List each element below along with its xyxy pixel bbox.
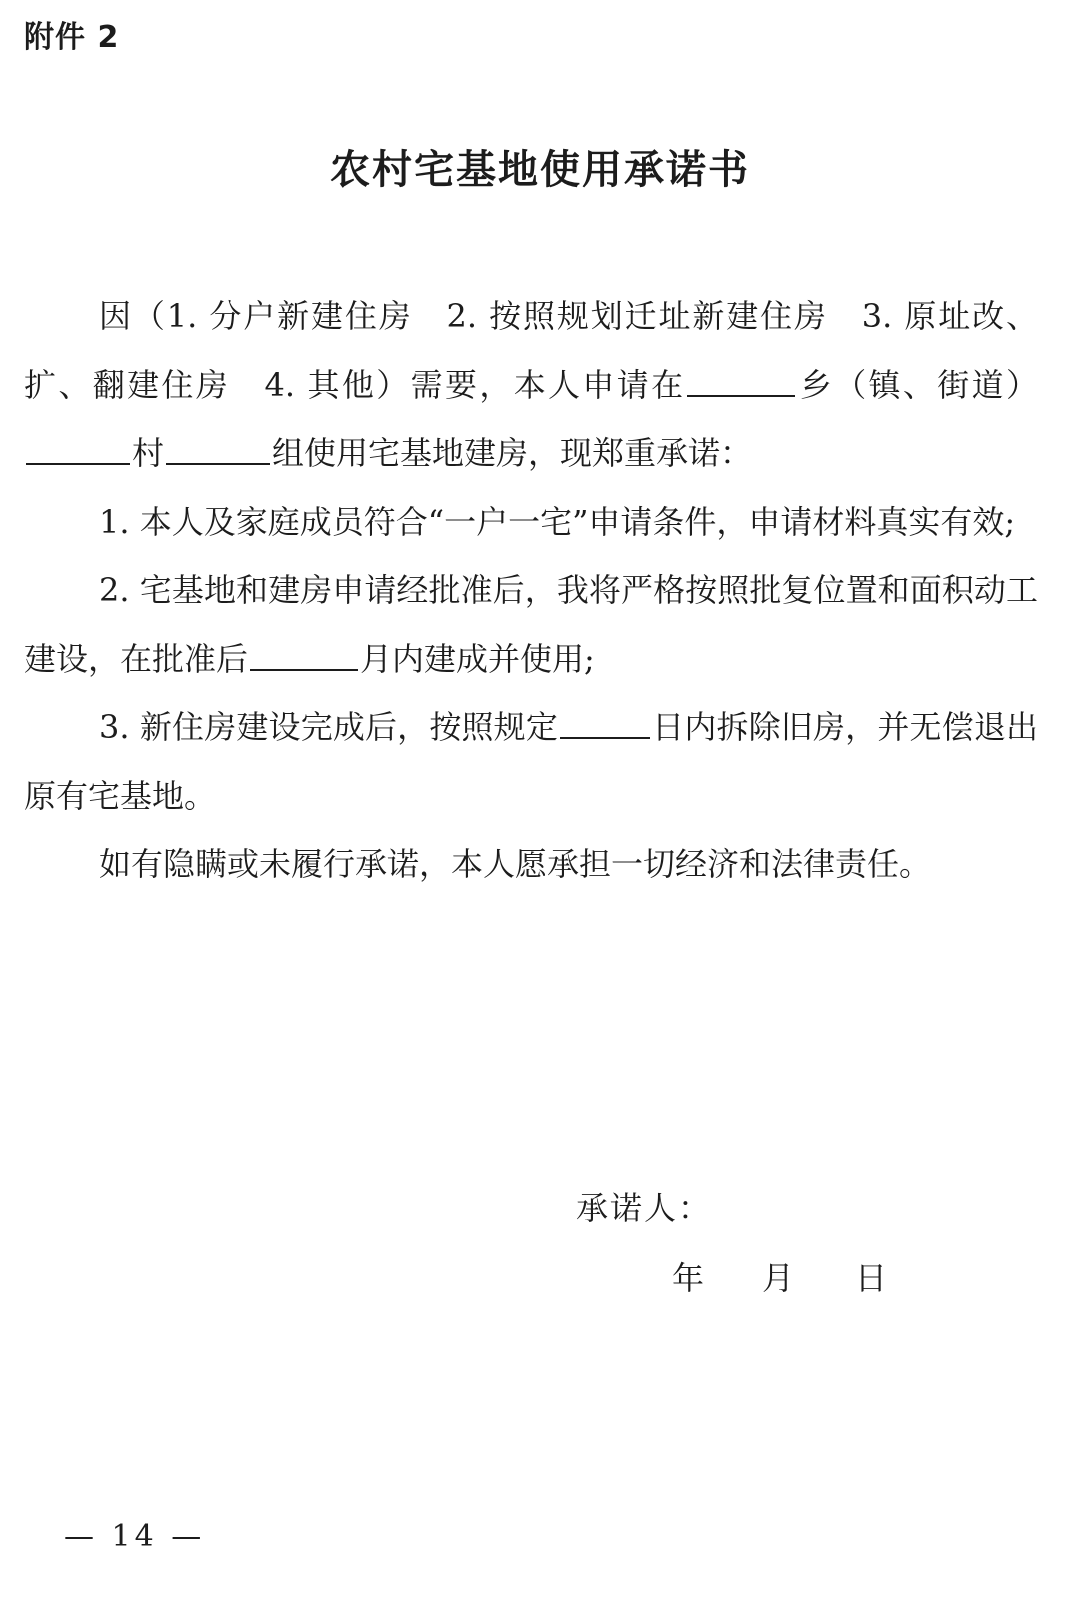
- closing-text: 如有隐瞒或未履行承诺，本人愿承担一切经济和法律责任。: [99, 845, 932, 883]
- township-blank: [687, 365, 795, 397]
- days-blank: [560, 707, 650, 739]
- document-body: [24, 282, 1038, 899]
- commitment-3-text-after: 日内拆除旧房，并无偿退出原有宅基地。: [24, 708, 1038, 815]
- closing-paragraph: [24, 830, 1038, 899]
- commitment-2: [24, 556, 1038, 693]
- commitment-2-text-before: 2. 宅基地和建房申请经批准后，我将严格按照批复位置和面积动工建设，在批准后: [24, 571, 1038, 678]
- commitment-2-text-after: 月内建成并使用;: [360, 639, 595, 678]
- attachment-label: 附件 2: [24, 20, 120, 55]
- months-blank: [250, 639, 358, 671]
- intro-text-3: 村: [132, 434, 165, 472]
- intro-text-4: 组使用宅基地建房，现郑重承诺：: [272, 434, 753, 472]
- signer-label: 承诺人：: [576, 1189, 713, 1227]
- commitment-3: [24, 693, 1038, 830]
- date-month-label: 月: [762, 1259, 795, 1297]
- commitment-1: [24, 488, 1038, 557]
- document-title: 农村宅基地使用承诺书: [330, 147, 750, 193]
- intro-paragraph: [24, 282, 1038, 488]
- page-number: — 14 —: [64, 1519, 206, 1554]
- commitment-3-text-before: 3. 新住房建设完成后，按照规定: [99, 708, 559, 746]
- street-blank: [26, 433, 130, 465]
- village-blank: [166, 433, 270, 465]
- intro-text-1: 因（1. 分户新建住房 2. 按照规划迁址新建住房 3. 原址改、扩、翻建住房 4. 其他）需要，本人申请在: [24, 297, 1038, 404]
- date-day-label: 日: [855, 1259, 888, 1297]
- commitment-1-text: 1. 本人及家庭成员符合“一户一宅”申请条件，申请材料真实有效;: [99, 502, 1016, 541]
- intro-text-2: 乡（镇、街道）: [797, 365, 1038, 404]
- date-year-label: 年: [672, 1259, 705, 1297]
